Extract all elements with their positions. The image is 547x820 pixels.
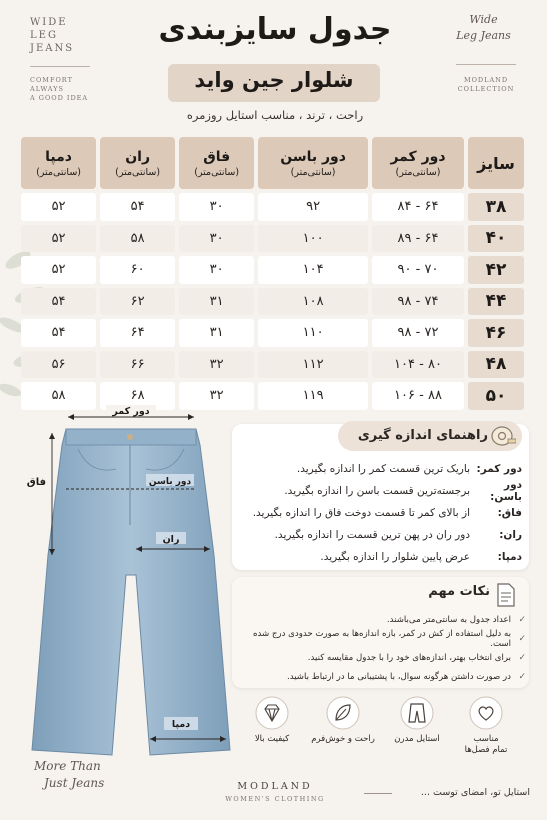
table-cell: ۳۱ — [179, 288, 254, 316]
table-row — [21, 351, 524, 379]
header-hip: دور باسن (سانتی‌متر) — [258, 137, 368, 189]
jeans-diagram — [18, 405, 238, 765]
header-size: سایز — [468, 137, 524, 189]
table-cell: ۳۰ — [179, 256, 254, 284]
list-item: ✓ اعداد جدول به سانتی‌متر می‌باشند. — [386, 614, 526, 625]
table-cell: ۸۸ - ۱۰۶ — [372, 382, 464, 410]
table-cell: ۱۰۰ — [258, 225, 368, 253]
table-cell: ۱۰۸ — [258, 288, 368, 316]
page-title: جدول سایزبندی — [158, 12, 392, 47]
table-cell: ۷۴ - ۹۸ — [372, 288, 464, 316]
table-row — [21, 225, 524, 253]
notes-title: نکات مهم — [428, 584, 490, 599]
table-cell: ۶۲ — [100, 288, 175, 316]
brand-left-tagline: COMFORT ALWAYS A GOOD IDEA — [30, 76, 89, 102]
size-cell: ۵۰ — [468, 382, 524, 410]
table-row — [21, 193, 524, 221]
table-cell: ۱۱۰ — [258, 319, 368, 347]
table-cell: ۱۱۹ — [258, 382, 368, 410]
guide-list — [240, 458, 522, 568]
list-item: دمپا: عرض پایین شلوار را اندازه بگیرید. — [320, 551, 522, 563]
brand-right-script: Wide Leg Jeans — [456, 13, 511, 42]
heart-icon — [469, 696, 503, 730]
list-item: دور باسن: برجسته‌ترین قسمت باسن را اندازه بگیرید. — [284, 479, 522, 503]
table-cell: ۷۰ - ۹۰ — [372, 256, 464, 284]
size-cell: ۴۴ — [468, 288, 524, 316]
table-cell: ۶۴ - ۸۴ — [372, 193, 464, 221]
label-waist: دور کمر — [112, 406, 150, 417]
size-cell: ۴۰ — [468, 225, 524, 253]
header-thigh: ران (سانتی‌متر) — [100, 137, 175, 189]
check-icon: ✓ — [518, 633, 526, 644]
label-rise: فاق — [26, 477, 46, 488]
header-hem: دمپا (سانتی‌متر) — [21, 137, 96, 189]
table-cell: ۵۸ — [21, 382, 96, 410]
footer-brand: MODLAND — [237, 781, 313, 792]
guide-title: راهنمای اندازه گیری — [357, 428, 488, 443]
footer-divider — [364, 793, 392, 794]
table-cell: ۱۱۲ — [258, 351, 368, 379]
check-icon: ✓ — [518, 614, 526, 625]
label-thigh: ران — [162, 534, 180, 545]
feature-all-seasons: مناسب تمام فصل‌ها — [454, 696, 518, 756]
jeans-icon — [400, 696, 434, 730]
table-cell: ۵۲ — [21, 193, 96, 221]
label-hip: دور باسن — [148, 477, 192, 487]
list-item: ✓ به دلیل استفاده از کش در کمر، بازه اندازه‌ها به صورت حدودی درج شده است. — [252, 628, 526, 649]
table-cell: ۶۶ — [100, 351, 175, 379]
brand-left: WIDE LEG JEANS — [30, 17, 75, 54]
size-cell: ۴۸ — [468, 351, 524, 379]
table-cell: ۶۸ — [100, 382, 175, 410]
table-cell: ۳۲ — [179, 351, 254, 379]
footer-script: More Than Just Jeans — [34, 759, 105, 790]
check-icon: ✓ — [518, 671, 526, 682]
list-item: دور کمر: باریک ترین قسمت کمر را اندازه بگیرید. — [296, 463, 522, 475]
brand-right-collection: MODLAND COLLECTION — [457, 76, 515, 93]
size-cell: ۴۶ — [468, 319, 524, 347]
table-cell: ۵۴ — [100, 193, 175, 221]
table-cell: ۱۰۴ — [258, 256, 368, 284]
list-item: فاق: از بالای کمر تا قسمت دوخت فاق را اندازه بگیرید. — [252, 507, 522, 519]
document-icon — [496, 583, 516, 607]
table-row — [21, 288, 524, 316]
table-cell: ۳۲ — [179, 382, 254, 410]
page-tagline: راحت ، ترند ، مناسب استایل روزمره — [186, 108, 364, 122]
table-cell: ۳۱ — [179, 319, 254, 347]
tape-measure-icon — [490, 424, 516, 448]
page-subtitle: شلوار جین واید — [194, 68, 354, 92]
size-cell: ۴۲ — [468, 256, 524, 284]
size-table — [17, 133, 528, 414]
brand-right-divider — [456, 64, 516, 65]
table-cell: ۵۲ — [21, 225, 96, 253]
table-header-row — [21, 137, 524, 189]
table-cell: ۵۸ — [100, 225, 175, 253]
brand-left-divider — [30, 66, 90, 67]
table-row — [21, 256, 524, 284]
footer-tagline: استایل تو، امضای توست ... — [420, 787, 530, 798]
table-cell: ۳۰ — [179, 225, 254, 253]
table-cell: ۷۲ - ۹۸ — [372, 319, 464, 347]
table-cell: ۵۴ — [21, 319, 96, 347]
feature-modern-style: استایل مدرن — [385, 696, 449, 745]
size-cell: ۳۸ — [468, 193, 524, 221]
table-cell: ۵۶ — [21, 351, 96, 379]
feature-high-quality: کیفیت بالا — [240, 696, 304, 745]
table-row — [21, 319, 524, 347]
label-hem: دمپا — [171, 719, 191, 730]
leaf-icon — [326, 696, 360, 730]
table-cell: ۶۴ — [100, 319, 175, 347]
table-cell: ۸۰ - ۱۰۴ — [372, 351, 464, 379]
list-item: ران: دور ران در پهن ترین قسمت را اندازه بگیرید. — [274, 529, 522, 541]
table-cell: ۵۲ — [21, 256, 96, 284]
header-rise: فاق (سانتی‌متر) — [179, 137, 254, 189]
footer-brand-sub: WOMEN'S CLOTHING — [225, 795, 325, 803]
list-item: ✓ برای انتخاب بهتر، اندازه‌های خود را با جدول مقایسه کنید. — [307, 652, 526, 663]
table-cell: ۵۴ — [21, 288, 96, 316]
table-cell: ۶۰ — [100, 256, 175, 284]
table-cell: ۶۴ - ۸۹ — [372, 225, 464, 253]
feature-comfortable: راحت و خوش‌فرم — [311, 696, 375, 745]
check-icon: ✓ — [518, 652, 526, 663]
table-cell: ۹۲ — [258, 193, 368, 221]
notes-list — [236, 610, 526, 686]
list-item: ✓ در صورت داشتن هرگونه سوال، با پشتیبانی ما در ارتباط باشید. — [286, 671, 526, 682]
jeans-illustration — [32, 429, 230, 755]
diamond-icon — [255, 696, 289, 730]
header-waist: دور کمر (سانتی‌متر) — [372, 137, 464, 189]
table-cell: ۳۰ — [179, 193, 254, 221]
